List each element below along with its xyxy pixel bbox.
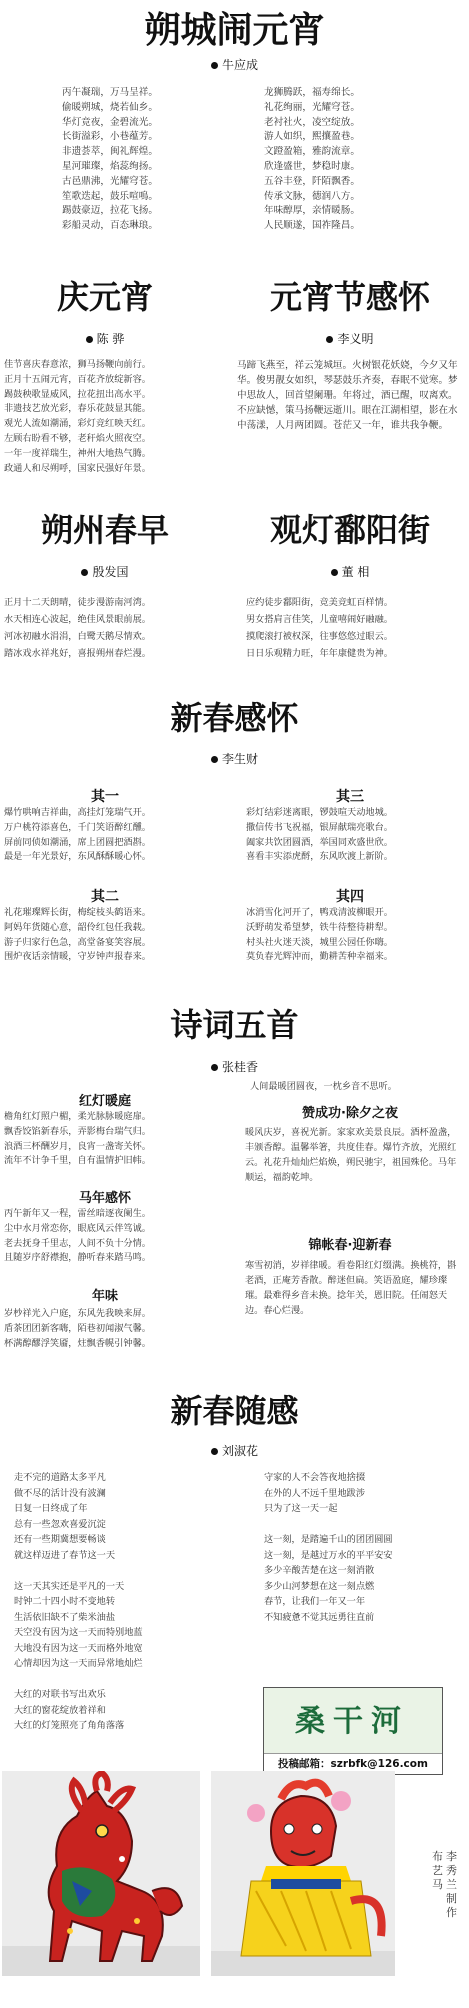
horse-photo [211, 1771, 395, 1976]
poem-subtitle: 赞成功·除夕之夜 [302, 1106, 398, 1121]
poem-column [246, 906, 393, 965]
author: 陈 骅 [0, 330, 210, 347]
poem-line: 政通人和尽朔呼，国家民强好年景。 [4, 462, 151, 474]
poem-line: 丙午凝瑞，万马呈祥。 [62, 87, 158, 98]
poem-line: 五谷丰登，阡陌飘香。 [264, 175, 360, 187]
poem-subtitle: 其二 [91, 889, 119, 905]
poem-line: 多少山河梦想在这一刻点燃 [264, 1580, 375, 1592]
poem-line: 守家的人不会答夜地捨掇 [264, 1472, 366, 1483]
poem-line: 飘香饺馅新春乐，弄影梅台瑞气归。 [4, 1125, 151, 1137]
bullet-icon [331, 569, 338, 576]
poem-line: 正月十五闹元宵，百花齐放绽新容。 [4, 373, 151, 385]
poem-column [4, 1307, 151, 1351]
poem-line: 左顾右盼看不够，老秆焰火照夜空。 [4, 432, 151, 444]
section-title: 元宵节感怀 [269, 278, 430, 316]
poem-line: 多少辛酸苦楚在这一刻消散 [264, 1565, 375, 1576]
poem-line: 人间最暖团圆夜，一枕乡音不思听。 [250, 1081, 397, 1092]
prose-text: 暖风庆岁，喜祝光新。家家欢美景良辰。酒杯盈盏，丰颁香醇。温馨举箸，共度佳春。爆竹齐放，光照红云。礼花升灿灿烂焰焕，朔民驰宇，祖国殊伦。马年顺运，福韵乾坤。 [245, 1127, 457, 1183]
poem-line: 水天相连心波起，绝佳风景眼前展。 [4, 614, 151, 625]
poem-line: 大红的窗花绽放着祥和 [14, 1704, 106, 1716]
section-title: 朔州春早 [40, 511, 169, 549]
poem-line: 尘中水月常恋你，眼底风云伴笃诚。 [4, 1222, 151, 1234]
poem-line: 礼花璀璨辉长街，梅绽枝头鹤语来。 [4, 907, 151, 918]
poem-line: 游子归家行色急，高堂备宴笑容展。 [4, 936, 151, 948]
poem-line: 彩船灵动，百态琳琅。 [62, 220, 158, 232]
poem-column [4, 1110, 151, 1169]
poem-line: 踏冰戏水祥兆好，喜报朔州春烂漫。 [4, 648, 151, 659]
author: 李生财 [0, 750, 469, 767]
poem-line: 古邑鼎沸，光耀穹苍。 [62, 175, 158, 187]
bullet-icon [211, 62, 218, 69]
poem-line: 大红的对联书写出欢乐 [14, 1689, 106, 1700]
poem-line: 游人如织，熙攘盈巷。 [264, 131, 360, 143]
poem-column [62, 86, 158, 234]
poem-subtitle: 其四 [336, 889, 364, 905]
poem-line: 偷暖朔城，烧若仙乡。 [62, 101, 158, 113]
poem-subtitle: 其一 [91, 789, 119, 805]
poem-line: 盾茶团团新客嗨，陌巷初闻淑气馨。 [4, 1322, 151, 1334]
poem-subtitle: 红灯暖庭 [78, 1094, 131, 1109]
poem-line: 冰消雪化河开了，鸭戏清波柳眼开。 [246, 907, 393, 918]
poem-column [4, 806, 151, 865]
poem-subtitle: 马年感怀 [78, 1191, 131, 1206]
poem-line: 就这样迈进了春节这一天 [14, 1549, 116, 1561]
poem-line: 流年不计争千里，自有温情护旧帏。 [4, 1155, 151, 1167]
poem-line: 老去抚身千里志，人间不负十分情。 [4, 1237, 151, 1249]
poem-subtitle: 年味 [91, 1289, 118, 1304]
bullet-icon [86, 336, 93, 343]
poem-line: 只为了这一天一起 [264, 1503, 338, 1514]
poem-line: 佳节喜庆春意浓，狮马扬鞭向前行。 [4, 359, 151, 370]
horse-photo [2, 1771, 200, 1976]
poem-column [246, 806, 393, 865]
poem-line: 大地没有因为这一天而格外地宽 [14, 1642, 143, 1654]
poem-column [264, 86, 360, 234]
section-title: 新春随感 [170, 1392, 299, 1430]
bullet-icon [81, 569, 88, 576]
poem-column [4, 594, 151, 662]
poem-line: 喜看丰实添虎酹，东风吹渡上新阶。 [246, 851, 393, 863]
poem-line: 大红的灯笼照亮了角角落落 [14, 1720, 125, 1731]
poem-line: 心情却因为这一天而异常地灿烂 [14, 1658, 143, 1669]
poem-line: 村头社火迷天淡，城里公园任你嗨。 [246, 936, 393, 948]
poem-line: 年味醇厚，亲情暖肠。 [264, 205, 360, 217]
author: 张桂香 [0, 1058, 469, 1075]
bullet-icon [211, 1448, 218, 1455]
poem-line [14, 1563, 143, 1579]
poem-line: 彩灯结彩迷离眼，锣鼓喧天动地城。 [246, 807, 393, 818]
prose-text: 马蹄飞燕至，祥云笼城垣。火树银花妖娆，今夕又年华。俊男靓女如织，琴瑟鼓乐齐奏，春眠不觉寒。梦中思故人，回首望阑珊。年将过，酒已醒，叹离欢。不应缺憾，策马扬鞭远逝川。眼在江湖相望，影在水中荡漾，人月两团圆。苍茫又一年，谁共我争鞭。 [237, 360, 458, 431]
poem-subtitle: 其三 [336, 789, 364, 805]
poem-line: 生活依旧缺不了柴米油盐 [14, 1611, 116, 1623]
credit-line: 布艺马 [432, 1850, 443, 1891]
poem-line: 莫负春光辉沖而，勤耕苦种幸福来。 [246, 951, 393, 963]
poem-line: 传承文脉，德润八方。 [264, 190, 360, 202]
poem-line: 时钟二十四小时不变地转 [14, 1596, 116, 1607]
poem-line: 最是一年光景好，东风酥酥暖心怀。 [4, 851, 151, 863]
poem-line: 在外的人不远千里地跋涉 [264, 1487, 366, 1499]
poem-line: 星河璀璨，焰蕊绚扬。 [62, 160, 158, 172]
poem-line: 岁杪祥光入户庭，东风先我映来屏。 [4, 1308, 151, 1319]
poem-line: 这一刻，是越过万水的平平安安 [264, 1549, 393, 1561]
poem-line: 爆竹哄响吉祥曲，高挂灯笼瑞气开。 [4, 807, 151, 818]
poem-line: 总有一些忽欢喜爱沉淀 [14, 1518, 106, 1530]
photo-credit [432, 1850, 462, 1920]
poem-line: 正月十二天朗晴，徒步漫游南河湾。 [4, 597, 151, 608]
poem-line: 日日乐观精力旺，年年康健贵为神。 [246, 648, 393, 659]
poem-line: 欣逢盛世，梦稳时康。 [264, 160, 360, 172]
poem-line: 丙午新年又一程，雷丝暗逐夜阑生。 [4, 1208, 151, 1219]
poem-line: 日复一日终成了年 [14, 1503, 88, 1514]
poem-line: 屏前同侦如潮涌，席上团圆把酒斟。 [4, 836, 151, 848]
author: 董 相 [235, 563, 465, 580]
poem-line: 人民顺遂，国祚隆昌。 [264, 220, 360, 232]
poem-line: 摸爬滚打被权深，往事悠悠过眼云。 [246, 631, 393, 642]
poem-line: 围炉夜话亲情暖，守岁钟声报春来。 [4, 951, 151, 963]
column-logo: 桑干河 [295, 1704, 409, 1739]
poem-subtitle: 锦帐春·迎新春 [308, 1238, 392, 1253]
poem-line: 走不完的道路太多平凡 [14, 1472, 106, 1483]
poem-line: 阖家共饮团圆酒，举国同欢盛世欣。 [246, 836, 393, 848]
poem-line: 撒信传书飞祝福，银屏献瑞亮歌台。 [246, 821, 393, 833]
poem-line: 万户桃符添喜色，千门笑语醉红醺。 [4, 821, 151, 833]
poem-line: 非遗荟萃，闽礼辉煌。 [62, 146, 158, 158]
section-title: 观灯鄱阳街 [269, 511, 430, 549]
poem-column [14, 1470, 143, 1734]
poem-column [246, 594, 393, 662]
poem-line [14, 1672, 143, 1688]
poem-line: 应约徒步鄱阳街，竞美竞虹百样情。 [246, 597, 393, 608]
poem-line: 春节，让我们一年又一年 [264, 1596, 366, 1607]
poem-line: 阿妈年货随心意，韶伶红包任我载。 [4, 921, 151, 933]
poem-line: 檐角红灯照户楣，柔光脉脉暖庭扉。 [4, 1111, 151, 1122]
bullet-icon [326, 336, 333, 343]
poem-line: 踢鼓秧歌显威风，拉花扭出高水平。 [4, 388, 151, 400]
poem-line: 做不尽的活计没有波澜 [14, 1487, 106, 1499]
poem-line: 这一天其实还是平凡的一天 [14, 1580, 125, 1592]
section-title: 庆元宵 [56, 278, 153, 316]
poem-line: 还有一些期冀想要畅谈 [14, 1534, 106, 1545]
poem-line: 天空没有因为这一天而特别地蓝 [14, 1627, 143, 1638]
column-box [263, 1687, 443, 1775]
credit-line: 李秀兰 制作 [446, 1850, 457, 1919]
poem-column [264, 1470, 393, 1625]
poem-column [4, 358, 151, 476]
poem-line: 华灯竞夜，金碧流光。 [62, 116, 158, 128]
section-title: 诗词五首 [170, 1006, 299, 1044]
section-title: 新春感怀 [170, 699, 299, 737]
cloth-horse-image [2, 1771, 200, 1976]
poem-line: 男女搭肩言佳笑，儿童嘻闹好融融。 [246, 614, 393, 625]
poem-line: 老衬社火，凌空绽放。 [264, 116, 360, 128]
submission-email: 投稿邮箱：szrbfk@126.com [264, 1753, 442, 1774]
prose-text: 寒雪初消，岁祥律暖。看卷阳红灯缀满。换桃符，斟老酒，正庵芳香散。醉迷但扁。笑语盈庭，耀珍璨璀。最难得乡音未换。捻年关，恩旧院。任闹怒天边。春心烂漫。 [245, 1260, 457, 1316]
poem-column [4, 1207, 151, 1266]
poem-line: 不知疲惫不觉其远勇往直前 [264, 1611, 375, 1623]
bullet-icon [211, 756, 218, 763]
poem-line: 浪酒三杯酬岁月，良宵一盏寄关怀。 [4, 1140, 151, 1152]
poem-line: 这一刻，是踏遍千山的团团圆圆 [264, 1534, 393, 1545]
author: 李义明 [235, 330, 465, 347]
poem-line: 且随岁序舒襟抱，静听春来踏马鸣。 [4, 1252, 151, 1264]
poem-line: 一年一度祥瑞生，神州大地热气腾。 [4, 447, 151, 459]
bullet-icon [211, 1064, 218, 1071]
author: 牛应成 [0, 56, 469, 73]
poem-line: 沃野萌发希望梦，铁牛待整待耕犁。 [246, 921, 393, 933]
poem-line [264, 1517, 393, 1533]
poem-line: 龙狮腾跃，福寿绵长。 [264, 87, 360, 98]
poem-line: 笙歌迭起，鼓乐喧鳴。 [62, 190, 158, 202]
section-title: 朔城闹元宵 [144, 10, 325, 51]
poem-line: 文蹬盈箱，雅韵流章。 [264, 146, 360, 158]
poem-line: 礼花绚丽，光耀穹苍。 [264, 101, 360, 113]
poem-line: 长街溢彩，小巷蕴芳。 [62, 131, 158, 143]
cloth-horse-image [211, 1771, 395, 1976]
poem-line: 非遗技艺放光彩，春乐花鼓显其能。 [4, 403, 151, 415]
poem-line: 河冰初融水涓涓，白鹭天鹅尽情欢。 [4, 631, 151, 642]
author: 刘淑花 [0, 1442, 469, 1459]
author: 殷发国 [0, 563, 210, 580]
poem-line: 踢鼓豪迈，拉花飞扬。 [62, 205, 158, 217]
poem-line: 观光人流如潮涌，彩灯竞红映天红。 [4, 418, 151, 430]
poem-line: 杯满醇醪浮笑靥，炷飘香幌引钟馨。 [4, 1337, 151, 1349]
poem-column [4, 906, 151, 965]
